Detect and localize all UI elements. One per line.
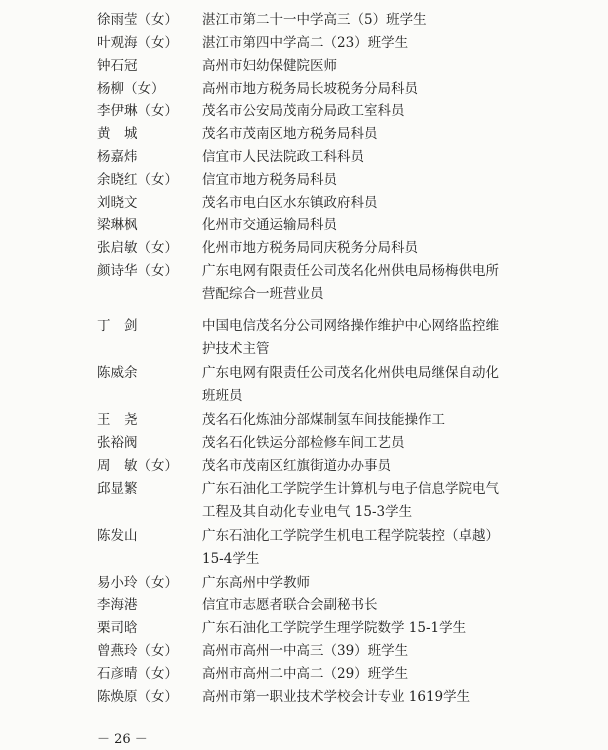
person-name: 徐雨莹（女） xyxy=(97,12,178,28)
person-description: 广东电网有限责任公司茂名化州供电局杨梅供电所 营配综合一班营业员 xyxy=(202,263,499,302)
person-description: 信宜市地方税务局科员 xyxy=(202,172,337,188)
person-description: 高州市高州一中高三（39）班学生 xyxy=(202,643,409,659)
person-description: 化州市交通运输局科员 xyxy=(202,217,337,233)
person-description: 茂名市电白区水东镇政府科员 xyxy=(202,195,378,211)
person-name: 颜诗华（女） xyxy=(97,263,178,279)
person-name: 张启敏（女） xyxy=(97,240,178,256)
person-description: 化州市地方税务局同庆税务分局科员 xyxy=(202,240,418,256)
person-description: 茂名石化炼油分部煤制氢车间技能操作工 xyxy=(202,412,445,428)
page-number: － 26 － xyxy=(97,732,148,747)
person-description: 中国电信茂名分公司网络操作维护中心网络监控维 护技术主管 xyxy=(202,318,499,357)
person-name: 杨柳（女） xyxy=(97,81,165,97)
person-description: 广东电网有限责任公司茂名化州供电局继保自动化 班班员 xyxy=(202,365,499,404)
person-description: 高州市高州二中高二（29）班学生 xyxy=(202,666,409,682)
person-name: 钟石冠 xyxy=(97,58,138,74)
person-description: 湛江市第二十一中学高三（5）班学生 xyxy=(202,12,427,28)
person-description: 广东石油化工学院学生机电工程学院装控（卓越） 15-4学生 xyxy=(202,528,499,567)
person-description: 广东高州中学教师 xyxy=(202,575,310,591)
person-name: 陈焕原（女） xyxy=(97,689,178,705)
person-description: 茂名石化铁运分部检修车间工艺员 xyxy=(202,435,405,451)
person-description: 信宜市志愿者联合会副秘书长 xyxy=(202,597,378,613)
person-description: 茂名市茂南区红旗街道办办事员 xyxy=(202,458,391,474)
person-description: 广东石油化工学院学生计算机与电子信息学院电气 工程及其自动化专业电气 15-3学生 xyxy=(202,481,499,520)
person-name: 王 尧 xyxy=(97,412,138,428)
person-name: 陈威余 xyxy=(97,365,138,381)
person-name: 邱显繁 xyxy=(97,481,138,497)
person-name: 丁 剑 xyxy=(97,318,138,334)
person-description: 广东石油化工学院学生理学院数学 15-1学生 xyxy=(202,620,467,636)
person-name: 陈发山 xyxy=(97,528,138,544)
person-name: 黄 城 xyxy=(97,126,138,142)
person-name: 叶观海（女） xyxy=(97,35,178,51)
person-name: 杨嘉炜 xyxy=(97,149,138,165)
person-description: 高州市地方税务局长坡税务分局科员 xyxy=(202,81,418,97)
person-name: 刘晓文 xyxy=(97,195,138,211)
person-name: 栗司晗 xyxy=(97,620,138,636)
person-description: 高州市妇幼保健院医师 xyxy=(202,58,337,74)
person-name: 周 敏（女） xyxy=(97,458,178,474)
person-name: 曾燕玲（女） xyxy=(97,643,178,659)
person-description: 高州市第一职业技术学校会计专业 1619学生 xyxy=(202,689,471,705)
person-name: 李伊琳（女） xyxy=(97,103,178,119)
person-name: 石彦晴（女） xyxy=(97,666,178,682)
person-name: 易小玲（女） xyxy=(97,575,178,591)
person-name: 张裕阀 xyxy=(97,435,138,451)
person-description: 信宜市人民法院政工科科员 xyxy=(202,149,364,165)
person-description: 湛江市第四中学高二（23）班学生 xyxy=(202,35,409,51)
person-name: 梁琳枫 xyxy=(97,217,138,233)
person-description: 茂名市公安局茂南分局政工室科员 xyxy=(202,103,405,119)
person-name: 李海港 xyxy=(97,597,138,613)
person-description: 茂名市茂南区地方税务局科员 xyxy=(202,126,378,142)
person-name: 余晓红（女） xyxy=(97,172,178,188)
